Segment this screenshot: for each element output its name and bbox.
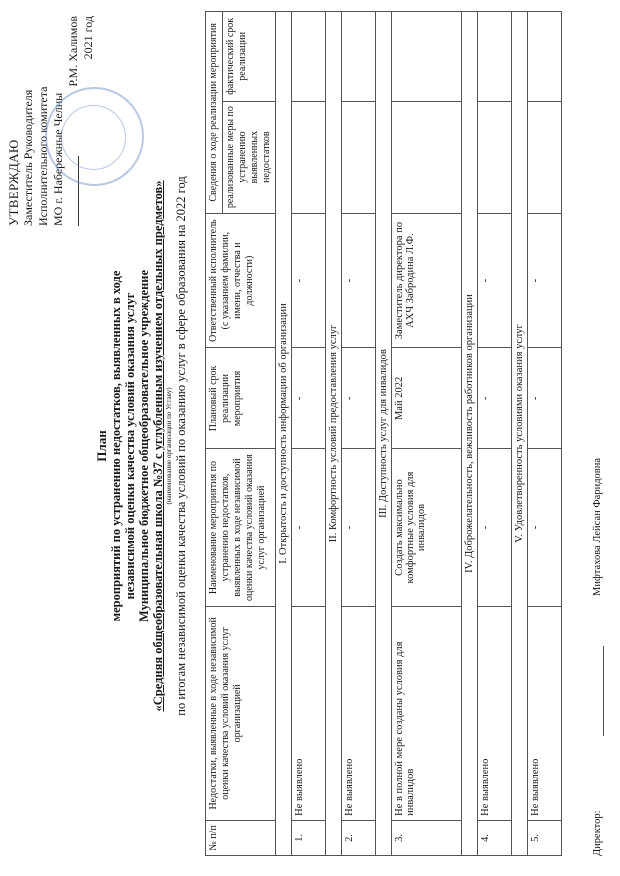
- title-line: независимой оценки качества условий оказания услуг: [123, 292, 137, 600]
- row-responsible: -: [528, 213, 562, 348]
- title-line: Муниципальное бюджетное общеобразовательное учреждение: [137, 269, 151, 623]
- col-header-deadline: Плановый срок реализации мероприятия: [206, 348, 276, 449]
- section-title: V. Удовлетворенность условиями оказания услуг: [512, 12, 528, 856]
- row-num: 2.: [342, 820, 376, 855]
- row-actual: [392, 12, 462, 102]
- title-line: План: [94, 430, 109, 462]
- approval-heading: УТВЕРЖДАЮ: [6, 139, 21, 226]
- row-deadline: -: [478, 348, 512, 449]
- row-actual: [528, 12, 562, 102]
- plan-table: [205, 11, 562, 856]
- row-deficiency: Не в полной мере созданы условия для инвалидов: [392, 606, 462, 820]
- director-signature-line: [592, 646, 604, 736]
- director-name: Мифтахова Лейсан Фаридовна: [592, 457, 603, 596]
- row-num: 5.: [528, 820, 562, 855]
- director-label: Директор:: [592, 810, 603, 856]
- row-responsible: -: [292, 213, 326, 348]
- row-done: [392, 101, 462, 213]
- col-header-deficiencies: Недостатки, выявленные в ходе независимой оценки качества условий оказания услуг организацией: [206, 606, 276, 820]
- section-title: I. Открытость и доступность информации об организации: [276, 12, 292, 856]
- table-row: [528, 12, 562, 856]
- footer: [592, 11, 603, 856]
- row-measure: -: [528, 449, 562, 606]
- col-header-progress: Сведения о ходе реализации мероприятия: [206, 12, 223, 214]
- row-actual: [342, 12, 376, 102]
- row-measure: Создать максимально комфортные условия для инвалидов: [392, 449, 462, 606]
- section-title: III. Доступность услуг для инвалидов: [376, 12, 392, 856]
- row-deficiency: Не выявлено: [292, 606, 326, 820]
- approval-signer: Р.М. Халимов: [66, 16, 80, 87]
- organization-name: «Средняя общеобразовательная школа №37 с углубленным изучением отдельных предметов»: [151, 180, 165, 712]
- row-measure: -: [478, 449, 512, 606]
- row-num: 1.: [292, 820, 326, 855]
- row-deficiency: Не выявлено: [342, 606, 376, 820]
- col-header-progress-actual: фактический срок реализации: [223, 12, 276, 102]
- title-line: мероприятий по устранению недостатков, выявленных в ходе: [109, 270, 123, 622]
- row-deadline: -: [292, 348, 326, 449]
- row-responsible: -: [342, 213, 376, 348]
- row-measure: -: [292, 449, 326, 606]
- col-header-num: № п/п: [206, 820, 276, 855]
- row-deficiency: Не выявлено: [478, 606, 512, 820]
- row-deadline: -: [342, 348, 376, 449]
- row-done: [292, 101, 326, 213]
- table-row: [392, 12, 462, 856]
- approval-date: 2021 год: [81, 16, 95, 60]
- section-title: IV. Доброжелательность, вежливость работников организации: [462, 12, 478, 856]
- row-actual: [292, 12, 326, 102]
- row-deficiency: Не выявлено: [528, 606, 562, 820]
- col-header-progress-measures: реализованные меры по устранению выявленных недостатков: [223, 101, 276, 213]
- row-num: 3.: [392, 820, 462, 855]
- approval-line: Заместитель Руководителя: [21, 89, 35, 226]
- approval-line: МО г. Набережные Челны: [51, 92, 65, 226]
- table-row: [478, 12, 512, 856]
- title-line: по итогам независимой оценки качества условий по оказанию услуг в сфере образования на 2022 год: [174, 176, 188, 716]
- table-row: [292, 12, 326, 856]
- organization-note: (наименование организации по Уставу): [165, 387, 173, 505]
- col-header-measures: Наименование мероприятия по устранению недостатков, выявленных в ходе независимой оценки качества условий оказания услуг организацией: [206, 449, 276, 606]
- row-deadline: Май 2022: [392, 348, 462, 449]
- row-deadline: -: [528, 348, 562, 449]
- approval-line: Исполнительного комитета: [36, 86, 50, 226]
- section-title: II. Комфортность условий предоставления услуг: [326, 12, 342, 856]
- row-done: [478, 101, 512, 213]
- document-title: [95, 36, 188, 856]
- row-measure: -: [342, 449, 376, 606]
- col-header-responsible: Ответственный исполнитель (с указанием фамилии, имени, отчества и должности): [206, 213, 276, 348]
- row-done: [342, 101, 376, 213]
- table-row: [342, 12, 376, 856]
- row-actual: [478, 12, 512, 102]
- row-num: 4.: [478, 820, 512, 855]
- row-done: [528, 101, 562, 213]
- row-responsible: Заместитель директора по АХЧ Забродина Л.Ф.: [392, 213, 462, 348]
- row-responsible: -: [478, 213, 512, 348]
